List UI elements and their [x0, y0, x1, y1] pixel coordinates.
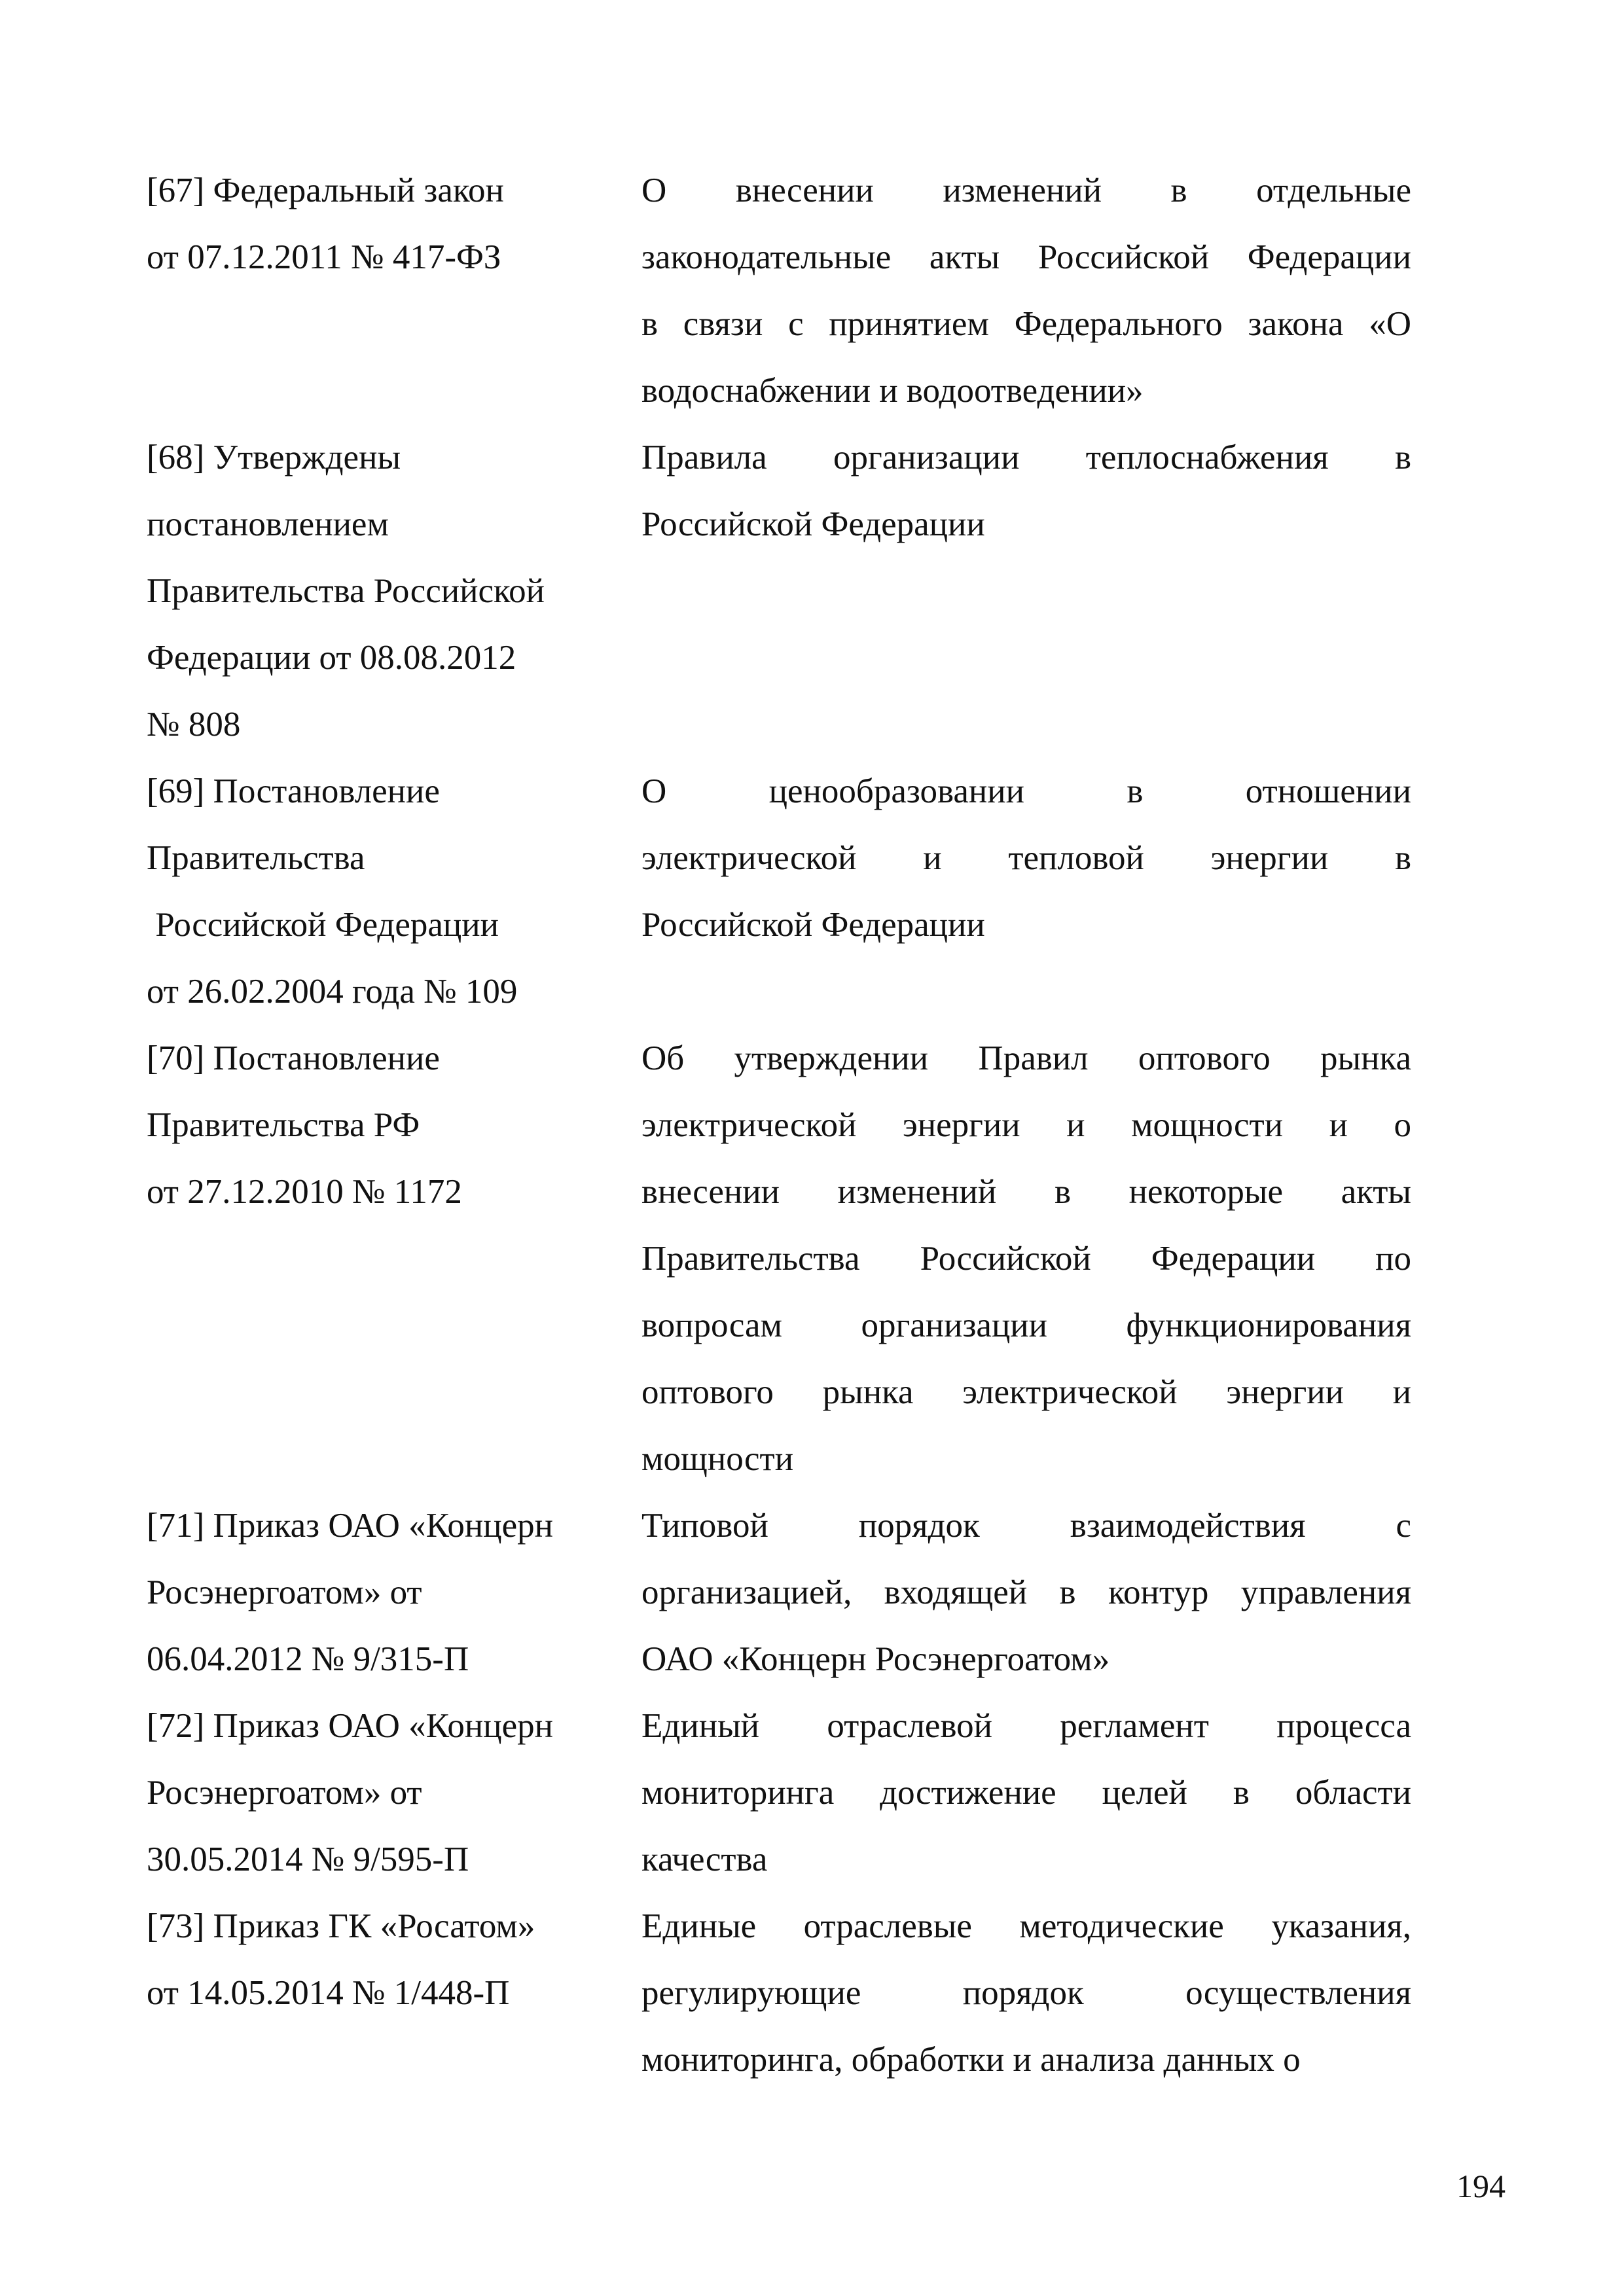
reference-entry: [147, 1025, 1411, 1492]
reference-title-line: Правила организации теплоснабжения в: [641, 439, 1411, 476]
reference-entry: [147, 758, 1411, 1025]
reference-title-line: О ценообразовании в отношении: [641, 772, 1411, 810]
reference-title: [641, 424, 1411, 558]
reference-source-line: [70] Постановление: [147, 1039, 440, 1077]
reference-title-line: Единые отраслевые методические указания,: [641, 1907, 1411, 1945]
reference-source: [147, 1893, 641, 2026]
reference-entry: [147, 157, 1411, 424]
reference-title: [641, 758, 1411, 958]
reference-source-line: 30.05.2014 № 9/595-П: [147, 1840, 469, 1878]
reference-source: [147, 1492, 641, 1693]
reference-source-line: Росэнергоатом» от: [147, 1774, 422, 1812]
reference-title-line: организацией, входящей в контур управления: [641, 1573, 1411, 1611]
reference-title-line: Единый отраслевой регламент процесса: [641, 1707, 1411, 1745]
reference-source-line: № 808: [147, 706, 241, 744]
reference-title-line: Российской Федерации: [641, 906, 985, 944]
reference-source-line: [72] Приказ ОАО «Концерн: [147, 1707, 553, 1745]
reference-source-line: Правительства Российской: [147, 572, 545, 610]
reference-title-line: законодательные акты Российской Федерации: [641, 238, 1411, 276]
reference-title-line: Типовой порядок взаимодействия с: [641, 1507, 1411, 1545]
reference-title-line: качества: [641, 1840, 768, 1878]
reference-source: [147, 1025, 641, 1225]
reference-source-line: 06.04.2012 № 9/315-П: [147, 1640, 469, 1678]
reference-source-line: [67] Федеральный закон: [147, 171, 504, 209]
reference-title-line: мониторинга достижение целей в области: [641, 1774, 1411, 1812]
reference-source: [147, 758, 641, 1025]
reference-entry: [147, 1693, 1411, 1893]
reference-entry: [147, 1893, 1411, 2093]
reference-source: [147, 1693, 641, 1893]
reference-source-line: [68] Утверждены: [147, 439, 401, 476]
reference-source-line: Федерации от 08.08.2012: [147, 639, 516, 677]
reference-title-line: О внесении изменений в отдельные: [641, 171, 1411, 209]
reference-title-line: электрической энергии и мощности и о: [641, 1106, 1411, 1144]
reference-source-line: Российской Федерации: [147, 906, 499, 944]
reference-title-line: Российской Федерации: [641, 505, 985, 543]
reference-title: [641, 157, 1411, 424]
reference-title-line: электрической и тепловой энергии в: [641, 839, 1411, 877]
reference-source-line: от 14.05.2014 № 1/448-П: [147, 1974, 510, 2012]
reference-source-line: [71] Приказ ОАО «Концерн: [147, 1507, 553, 1545]
reference-title-line: водоснабжении и водоотведении»: [641, 372, 1144, 410]
reference-source-line: [69] Постановление: [147, 772, 440, 810]
reference-title-line: Правительства Российской Федерации по: [641, 1240, 1411, 1278]
reference-title-line: в связи с принятием Федерального закона «О: [641, 305, 1411, 343]
reference-title-line: мониторинга, обработки и анализа данных о: [641, 2041, 1301, 2079]
reference-title-line: мощности: [641, 1440, 794, 1478]
reference-source-line: Росэнергоатом» от: [147, 1573, 422, 1611]
reference-entry: [147, 1492, 1411, 1693]
reference-entry: [147, 424, 1411, 758]
reference-source-line: от 27.12.2010 № 1172: [147, 1173, 462, 1211]
reference-source-line: постановлением: [147, 505, 389, 543]
reference-title: [641, 1893, 1411, 2093]
reference-title-line: внесении изменений в некоторые акты: [641, 1173, 1411, 1211]
reference-title: [641, 1693, 1411, 1893]
reference-source-line: [73] Приказ ГК «Росатом»: [147, 1907, 535, 1945]
reference-title-line: регулирующие порядок осуществления: [641, 1974, 1411, 2012]
reference-source-line: от 26.02.2004 года № 109: [147, 973, 518, 1011]
reference-source-line: Правительства: [147, 839, 365, 877]
reference-source: [147, 424, 641, 758]
reference-title-line: ОАО «Концерн Росэнергоатом»: [641, 1640, 1110, 1678]
reference-list: [147, 157, 1411, 2093]
reference-title-line: вопросам организации функционирования: [641, 1306, 1411, 1344]
page-number: 194: [1456, 2168, 1506, 2204]
reference-title-line: оптового рынка электрической энергии и: [641, 1373, 1411, 1411]
reference-source-line: Правительства РФ: [147, 1106, 420, 1144]
reference-title: [641, 1025, 1411, 1492]
reference-title: [641, 1492, 1411, 1693]
reference-source: [147, 157, 641, 291]
reference-title-line: Об утверждении Правил оптового рынка: [641, 1039, 1411, 1077]
reference-source-line: от 07.12.2011 № 417-ФЗ: [147, 238, 501, 276]
